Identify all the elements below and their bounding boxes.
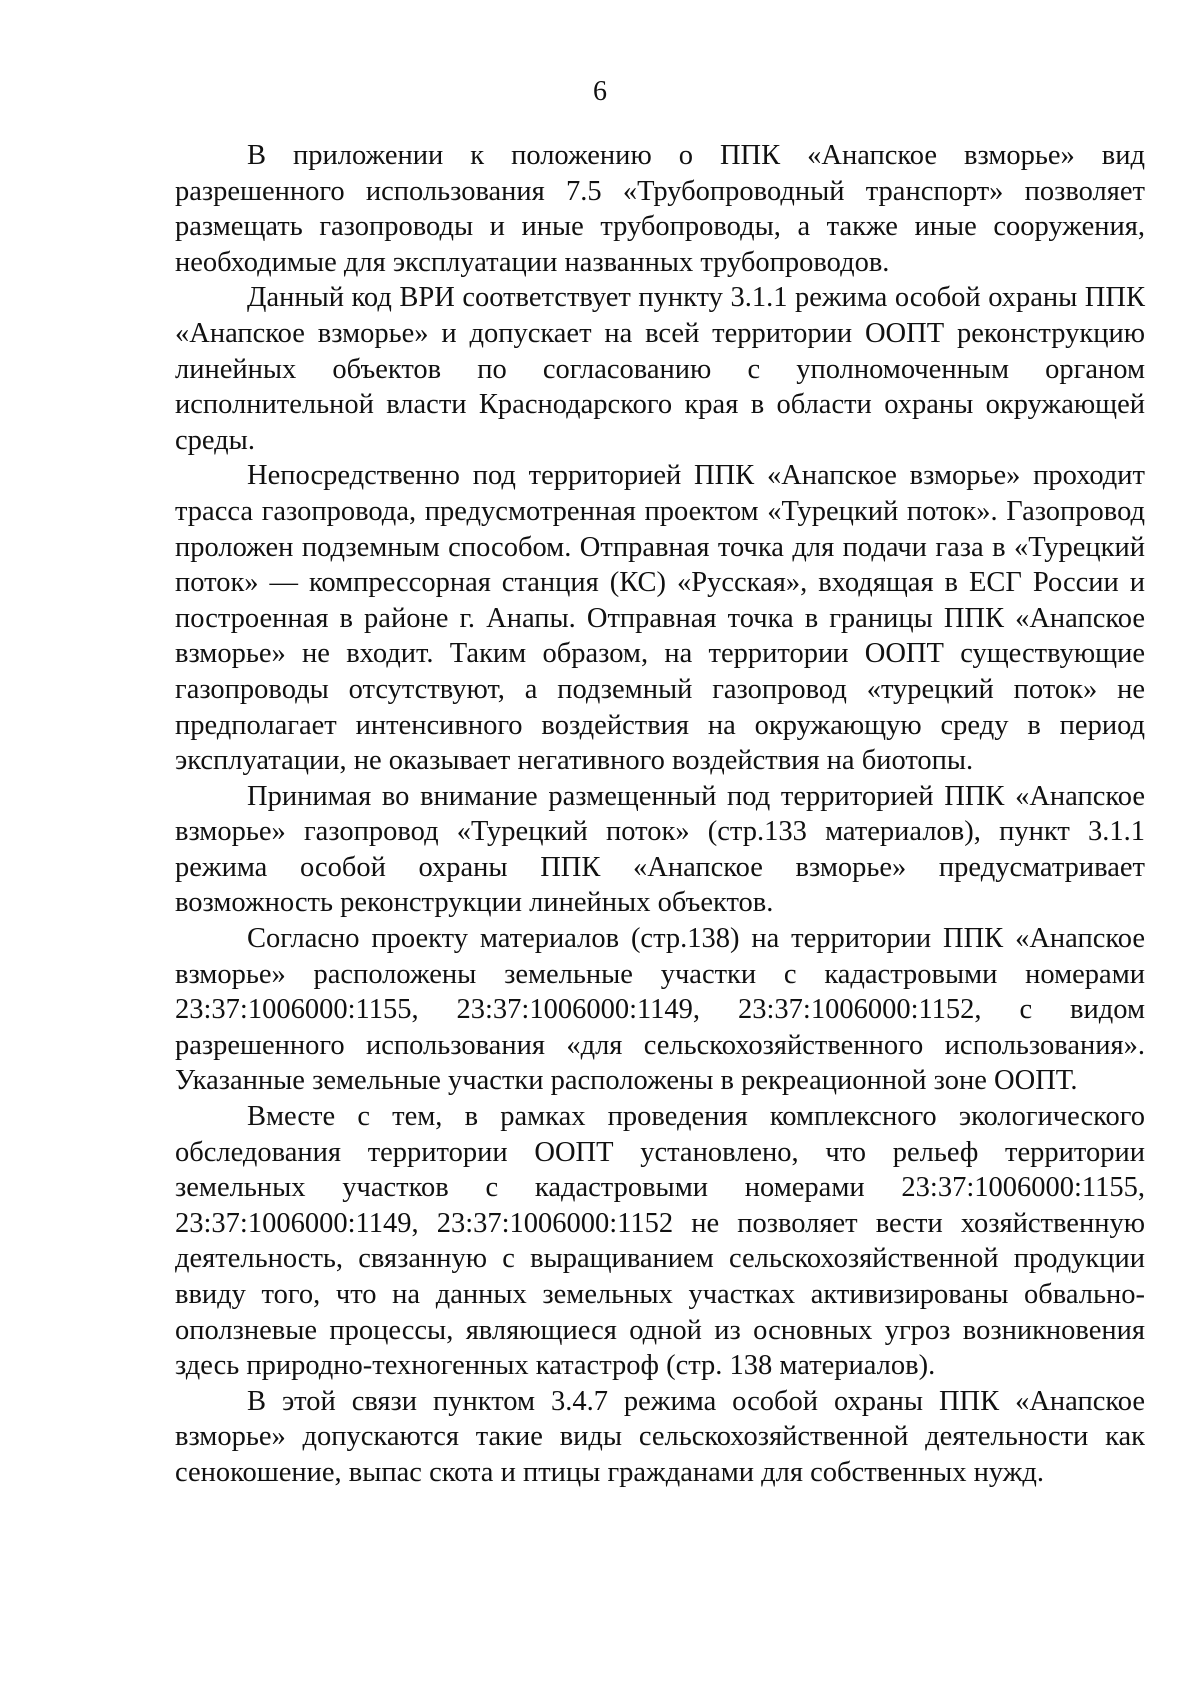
- paragraph-1: В приложении к положению о ППК «Анапское взморье» вид разрешенного использования 7.5 «Трубопроводный транспорт» позволяет размещать газопроводы и иные трубопроводы, а также иные сооружения, необходимые для эксплуатации названных трубопроводов.: [175, 140, 1145, 278]
- paragraph-2: Данный код ВРИ соответствует пункту 3.1.1 режима особой охраны ППК «Анапское взморье» и допускает на всей территории ООПТ реконструкцию линейных объектов по согласованию с уполномоченным органом исполнительной власти Краснодарского края в области охраны окружающей среды.: [175, 282, 1145, 456]
- page-number: 6: [593, 76, 607, 107]
- document-body: [175, 138, 1145, 1491]
- paragraph-5: Согласно проекту материалов (стр.138) на территории ППК «Анапское взморье» расположены земельные участки с кадастровыми номерами 23:37:1006000:1155, 23:37:1006000:1149, 23:37:1006000:1152, с видом разрешенного использования «для сельскохозяйственного использования». Указанные земельные участки расположены в рекреационной зоне ООПТ.: [175, 923, 1145, 1097]
- paragraph-3: Непосредственно под территорией ППК «Анапское взморье» проходит трасса газопровода, предусмотренная проектом «Турецкий поток». Газопровод проложен подземным способом. Отправная точка для подачи газа в «Турецкий поток» — компрессорная станция (КС) «Русская», входящая в ЕСГ России и построенная в районе г. Анапы. Отправная точка в границы ППК «Анапское взморье» не входит. Таким образом, на территории ООПТ существующие газопроводы отсутствуют, а подземный газопровод «турецкий поток» не предполагает интенсивного воздействия на окружающую среду в период эксплуатации, не оказывает негативного воздействия на биотопы.: [175, 460, 1145, 777]
- paragraph-7: В этой связи пунктом 3.4.7 режима особой охраны ППК «Анапское взморье» допускаются такие виды сельскохозяйственной деятельности как сенокошение, выпас скота и птицы гражданами для собственных нужд.: [175, 1385, 1145, 1488]
- paragraph-4: Принимая во внимание размещенный под территорией ППК «Анапское взморье» газопровод «Турецкий поток» (стр.133 материалов), пункт 3.1.1 режима особой охраны ППК «Анапское взморье» предусматривает возможность реконструкции линейных объектов.: [175, 780, 1145, 919]
- paragraph-6: Вместе с тем, в рамках проведения комплексного экологического обследования территории ООПТ установлено, что рельеф территории земельных участков с кадастровыми номерами 23:37:1006000:1155, 23:37:1006000:1149, 23:37:1006000:1152 не позволяет вести хозяйственную деятельность, связанную с выращиванием сельскохозяйственной продукции ввиду того, что на данных земельных участках активизированы обвально-оползневые процессы, являющиеся одной из основных угроз возникновения здесь природно-техногенных катастроф (стр. 138 материалов).: [175, 1101, 1145, 1382]
